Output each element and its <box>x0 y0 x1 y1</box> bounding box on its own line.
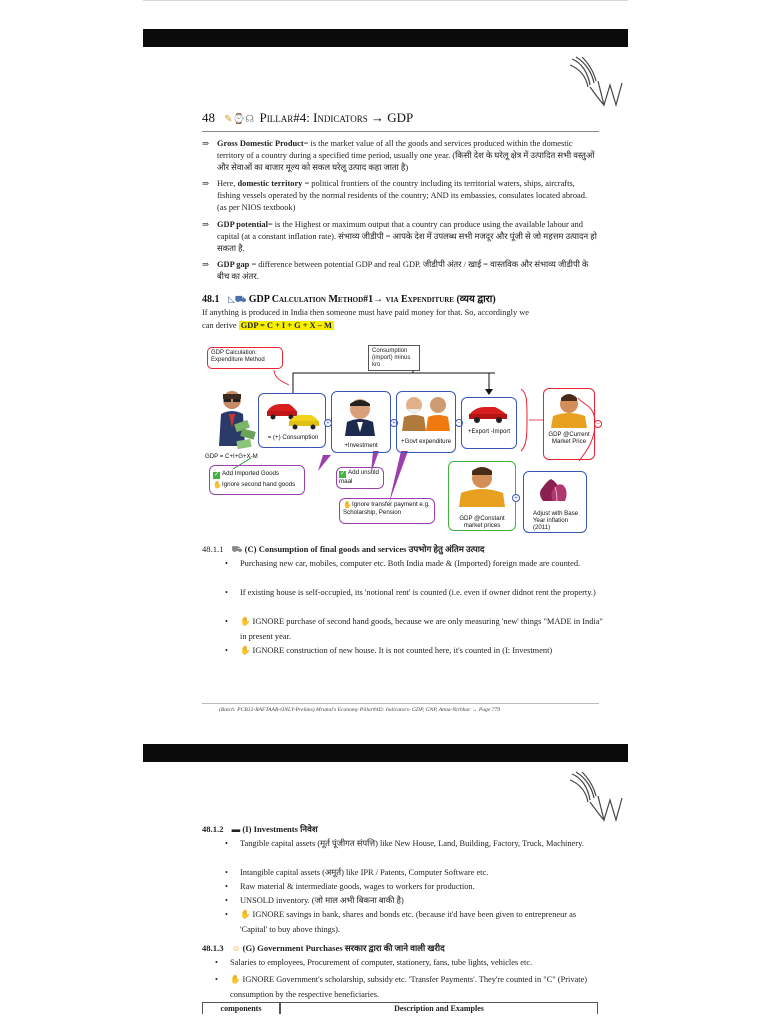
chapter-heading <box>202 110 413 126</box>
document-page-1 <box>143 0 628 728</box>
definition-text: = is the Highest or maximum output that a country can produce using the available labour and capital (at a constant inflation rate). संभाव्य जीडीपी = आपके देश में उपलब्ध सभी मजदूर और पूंजी से जो महत्तम उत्पादन हो सकता है. <box>217 220 597 253</box>
money-stack-icon: ▬ <box>231 824 241 834</box>
smiley-icon: ☺ <box>231 943 241 953</box>
list-item: • Raw material & intermediate goods, wages to workers for production. <box>225 882 475 891</box>
intro-line-2: can derive <box>202 320 239 330</box>
list-item: • UNSOLD inventory. (जो माल अभी बिकना बाकी है) <box>225 896 404 905</box>
section-title: GDP Calculation Method#1→ via Expenditure (व्यय द्वारा) <box>248 294 496 305</box>
adjust-label: Adjust with Base Year inflation (2011) <box>533 510 579 531</box>
arrow-icon: ⇒ <box>202 139 210 148</box>
plus-connector-icon: + <box>513 495 519 501</box>
title-box-text: GDP Calculation: Expenditure Method <box>211 350 265 363</box>
subsection-title: (C) Consumption of final goods and services उपभोग हेतु अंतिम उत्पाद <box>244 544 485 554</box>
heading-rule <box>202 131 599 132</box>
note-transfer <box>343 501 433 517</box>
chapter-number: 48 <box>202 110 215 125</box>
definition-gdp-potential <box>202 219 597 255</box>
spacer-16 <box>591 455 592 456</box>
subsection-number: 48.1.3 <box>202 943 224 953</box>
list-item: • If existing house is self-occupied, its 'notional rent' is counted (i.e. even if owner didnot rent the property.) <box>225 588 596 597</box>
definition-gdp <box>202 138 597 174</box>
arrow-icon: ⇒ <box>202 260 210 269</box>
document-page-2 <box>143 744 628 1024</box>
checkbox-icon: ✓ <box>213 472 220 478</box>
page-header-bar <box>143 744 628 762</box>
export-import-label: +Export -Import <box>467 428 511 435</box>
term-bold: GDP potential <box>217 220 268 229</box>
checkbox-icon: ✓ <box>339 471 346 477</box>
note-secondhand <box>213 480 295 489</box>
subsection-heading <box>202 543 485 556</box>
gdp-formula-highlight: GDP = C + I + G + X – M <box>240 320 332 330</box>
list-item: • ✋ IGNORE purchase of second hand goods, because we are only measuring 'new' things "MADE in India" in present year. <box>225 617 603 641</box>
headphones-icon: ☊ <box>245 114 254 125</box>
definition-text: = difference between potential GDP and real GDP. जीडीपी अंतर / खाई = वास्तविक और संभाव्य जीडीपी के बीच का अंतर. <box>217 260 589 281</box>
hand-stop-icon: ✋ <box>240 646 251 655</box>
list-item: • Purchasing new car, mobiles, computer etc. Both India made & (Imported) foreign made are counted. <box>225 559 581 568</box>
subsection-heading-investments <box>202 823 318 835</box>
constant-price-label: GDP @Constant market prices <box>459 515 505 529</box>
current-price-label: GDP @Current Market Price <box>548 431 590 445</box>
onion-icon <box>537 475 571 503</box>
definition-prefix: Here, <box>217 179 238 188</box>
table-header-description: Description and Examples <box>280 1002 598 1014</box>
subsection-title: (I) Investments निवेश <box>242 824 318 834</box>
formula-label: GDP = C+I+G+X-M <box>205 453 258 460</box>
term-bold: Gross Domestic Product <box>217 139 304 148</box>
note-secondhand-text: Ignore second hand goods <box>222 481 296 488</box>
hand-stop-icon: ✋ <box>240 617 251 626</box>
investment-label: +Investment <box>344 442 378 449</box>
definition-text: = is the market value of all the goods and services produced within the domestic territory of a country during a specified time period, usually one year. (किसी देश के घरेलू क्षेत्र में उत्पादित सभी वस्तुओं और सेवाओं का बाजार मूल्य को सकल घरेलू उत्पाद कहा जाता है) <box>217 139 595 172</box>
chapter-icons <box>224 114 256 125</box>
hand-icon: ✋ <box>213 482 222 489</box>
arrow-icon: ⇒ <box>202 220 210 229</box>
footer-rule <box>202 703 599 704</box>
section-intro <box>202 307 602 332</box>
govt-label: +Govt expenditure <box>401 438 451 445</box>
list-item: • ✋ IGNORE construction of new house. It is not counted here, it's counted in (I: Investment) <box>225 646 553 655</box>
money-icon <box>233 418 261 452</box>
consumption-label: = (+) Consumption <box>267 434 319 441</box>
page-top-line <box>143 0 628 1</box>
hand-stop-icon: ✋ <box>240 910 251 919</box>
definition-gdp-gap <box>202 259 597 285</box>
note-imported <box>213 469 279 479</box>
wings-logo-icon <box>568 55 628 111</box>
calculator-icon: ◺ <box>228 294 235 304</box>
cars-icon <box>265 398 321 430</box>
table-header-components: components <box>202 1002 280 1014</box>
wings-logo-icon <box>568 770 628 826</box>
shopping-cart-icon: ⛟ <box>231 544 243 554</box>
watch-icon: ⌚ <box>232 114 246 125</box>
plus-connector-icon: + <box>391 420 397 426</box>
page-footer: (Batch: PCB12-RAFTAAR-ONLY-Prelims) Mrunal's Economy Pillar#4D: Indicators- GDP, GNP, Atma-Nirbhar → Page 779 <box>219 707 501 713</box>
expenditure-diagram <box>203 343 603 535</box>
section-number: 48.1 <box>202 294 220 305</box>
plus-connector-icon: + <box>325 420 331 426</box>
term-bold: GDP gap <box>217 260 250 269</box>
subsection-number: 48.1.1 <box>202 544 224 554</box>
list-item: • ✋ IGNORE savings in bank, shares and bonds etc. (because it'd have been given to entrepreneur as 'Capital' to buy above things). <box>225 910 577 934</box>
minus-connector-icon: − <box>595 421 601 427</box>
pencil-icon: ✎ <box>224 114 233 125</box>
list-item: • Salaries to employees, Procurement of computer, stationery, fans, tube lights, vehicles etc. <box>215 958 533 967</box>
export-car-icon <box>467 403 511 425</box>
consumption-import-text: Consumption (import) minus kro <box>372 348 411 368</box>
list-item: • Tangible capital assets (मूर्त पूंजीगत संपत्ति) like New House, Land, Building, Factory, Truck, Machinery. <box>225 839 584 848</box>
person-right-icon <box>549 392 589 428</box>
consumption-import-box <box>368 345 420 371</box>
hand-icon: ✋ <box>343 502 352 509</box>
politicians-icon <box>400 395 452 431</box>
cart-icon: ⛟ <box>234 294 247 304</box>
subsection-heading-govt <box>202 942 445 954</box>
page-header-bar <box>143 29 628 47</box>
section-heading <box>202 291 496 306</box>
minus-connector-icon: − <box>456 420 462 426</box>
note-imported-text: Add Imported Goods <box>222 470 280 477</box>
note-unsold-text: Add unsold maal <box>339 469 379 485</box>
spacer <box>591 453 592 454</box>
investor-person-icon <box>343 396 377 436</box>
list-item: • Intangible capital assets (अमूर्त) like IPR / Patents, Computer Software etc. <box>225 868 489 877</box>
person-constant-icon <box>457 465 507 507</box>
definition-domestic-territory <box>202 178 597 214</box>
chapter-title: Pillar#4: Indicators → GDP <box>259 110 414 125</box>
spacer-3 <box>592 455 593 456</box>
arrow-icon: ⇒ <box>202 179 210 188</box>
note-transfer-text: Ignore transfer payment e.g. Scholarship, Pension <box>343 501 430 516</box>
subsection-number: 48.1.2 <box>202 824 224 834</box>
intro-line-1: If anything is produced in India then someone must have paid money for that. So, accordingly we <box>202 308 530 317</box>
definition-text: = political frontiers of the country including its territorial waters, ships, aircrafts, fishing vessels operated by the normal residents of the country; AND its embassies, consulates located abroad. (as per NIOS textbook) <box>217 179 588 212</box>
list-item: • ✋ IGNORE Government's scholarship, subsidy etc. 'Transfer Payments'. They're counted in "C" (Private) consumption by the respective beneficiaries. <box>215 975 588 999</box>
term-bold: domestic territory <box>237 179 303 188</box>
title-box <box>207 347 283 369</box>
hand-stop-icon: ✋ <box>230 975 241 984</box>
subsection-title: (G) Government Purchases सरकार द्वारा की जाने वाली खरीद <box>242 943 445 953</box>
note-unsold <box>339 469 383 486</box>
